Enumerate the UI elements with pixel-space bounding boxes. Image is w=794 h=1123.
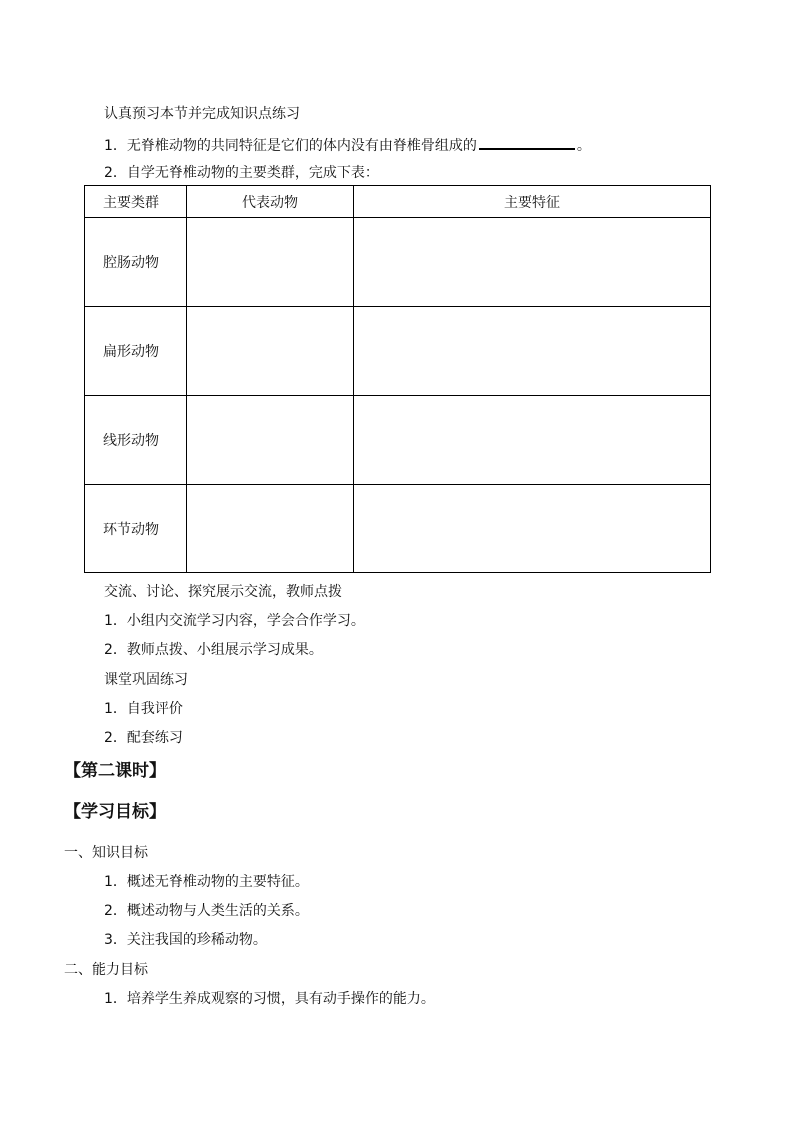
exchange-item-1-text: 小组内交流学习内容，学会合作学习。 bbox=[126, 613, 365, 629]
knowledge-goals-title: 一、知识目标 bbox=[64, 845, 148, 861]
answer-blank[interactable] bbox=[479, 134, 575, 150]
knowledge-item-1-number: 1． bbox=[104, 874, 127, 890]
question-1-end: 。 bbox=[576, 138, 591, 154]
exchange-item-1 bbox=[104, 611, 365, 631]
lesson-2-heading: 【第二课时】 bbox=[64, 761, 166, 781]
feature-cell[interactable] bbox=[354, 485, 711, 573]
knowledge-item-2 bbox=[104, 901, 309, 921]
knowledge-item-1-text: 概述无脊椎动物的主要特征。 bbox=[126, 874, 309, 890]
exchange-title: 交流、讨论、探究展示交流，教师点拨 bbox=[104, 584, 342, 600]
exchange-item-2-number: 2． bbox=[104, 642, 127, 658]
header-feature: 主要特征 bbox=[354, 186, 711, 218]
group-cell: 线形动物 bbox=[85, 396, 187, 485]
ability-item-1 bbox=[104, 989, 435, 1009]
exchange-item-2-text: 教师点拨、小组展示学习成果。 bbox=[126, 642, 323, 658]
knowledge-item-3 bbox=[104, 930, 267, 950]
ability-goals-title: 二、能力目标 bbox=[64, 962, 148, 978]
knowledge-item-2-text: 概述动物与人类生活的关系。 bbox=[126, 903, 309, 919]
group-cell: 环节动物 bbox=[85, 485, 187, 573]
knowledge-item-1 bbox=[104, 872, 309, 892]
practice-item-1-number: 1． bbox=[104, 701, 127, 717]
question-2 bbox=[104, 163, 379, 183]
table-row bbox=[85, 485, 711, 573]
question-1-text: 无脊椎动物的共同特征是它们的体内没有由脊椎骨组成的 bbox=[126, 138, 477, 154]
header-group: 主要类群 bbox=[85, 186, 187, 218]
question-1-number: 1． bbox=[104, 138, 127, 154]
group-cell: 扁形动物 bbox=[85, 307, 187, 396]
representative-cell[interactable] bbox=[187, 218, 354, 307]
question-2-number: 2． bbox=[104, 165, 127, 181]
table-row bbox=[85, 396, 711, 485]
representative-cell[interactable] bbox=[187, 396, 354, 485]
knowledge-item-3-number: 3． bbox=[104, 932, 127, 948]
practice-item-2-text: 配套练习 bbox=[126, 730, 183, 746]
practice-title: 课堂巩固练习 bbox=[104, 672, 188, 688]
exchange-item-1-number: 1． bbox=[104, 613, 127, 629]
exchange-item-2 bbox=[104, 640, 323, 660]
feature-cell[interactable] bbox=[354, 218, 711, 307]
question-2-text: 自学无脊椎动物的主要类群，完成下表： bbox=[126, 165, 379, 181]
practice-item-2 bbox=[104, 728, 183, 748]
representative-cell[interactable] bbox=[187, 307, 354, 396]
group-cell: 腔肠动物 bbox=[85, 218, 187, 307]
knowledge-item-2-number: 2． bbox=[104, 903, 127, 919]
learning-goals-heading: 【学习目标】 bbox=[64, 802, 166, 822]
ability-item-1-text: 培养学生养成观察的习惯，具有动手操作的能力。 bbox=[126, 991, 435, 1007]
table-row bbox=[85, 307, 711, 396]
feature-cell[interactable] bbox=[354, 396, 711, 485]
invertebrate-groups-table bbox=[84, 185, 711, 573]
practice-item-1 bbox=[104, 699, 183, 719]
practice-item-1-text: 自我评价 bbox=[126, 701, 183, 717]
table-header-row bbox=[85, 186, 711, 218]
ability-item-1-number: 1． bbox=[104, 991, 127, 1007]
question-1 bbox=[104, 134, 591, 156]
table-row bbox=[85, 218, 711, 307]
feature-cell[interactable] bbox=[354, 307, 711, 396]
section-intro: 认真预习本节并完成知识点练习 bbox=[104, 106, 300, 122]
representative-cell[interactable] bbox=[187, 485, 354, 573]
header-representative: 代表动物 bbox=[187, 186, 354, 218]
practice-item-2-number: 2． bbox=[104, 730, 127, 746]
knowledge-item-3-text: 关注我国的珍稀动物。 bbox=[126, 932, 267, 948]
